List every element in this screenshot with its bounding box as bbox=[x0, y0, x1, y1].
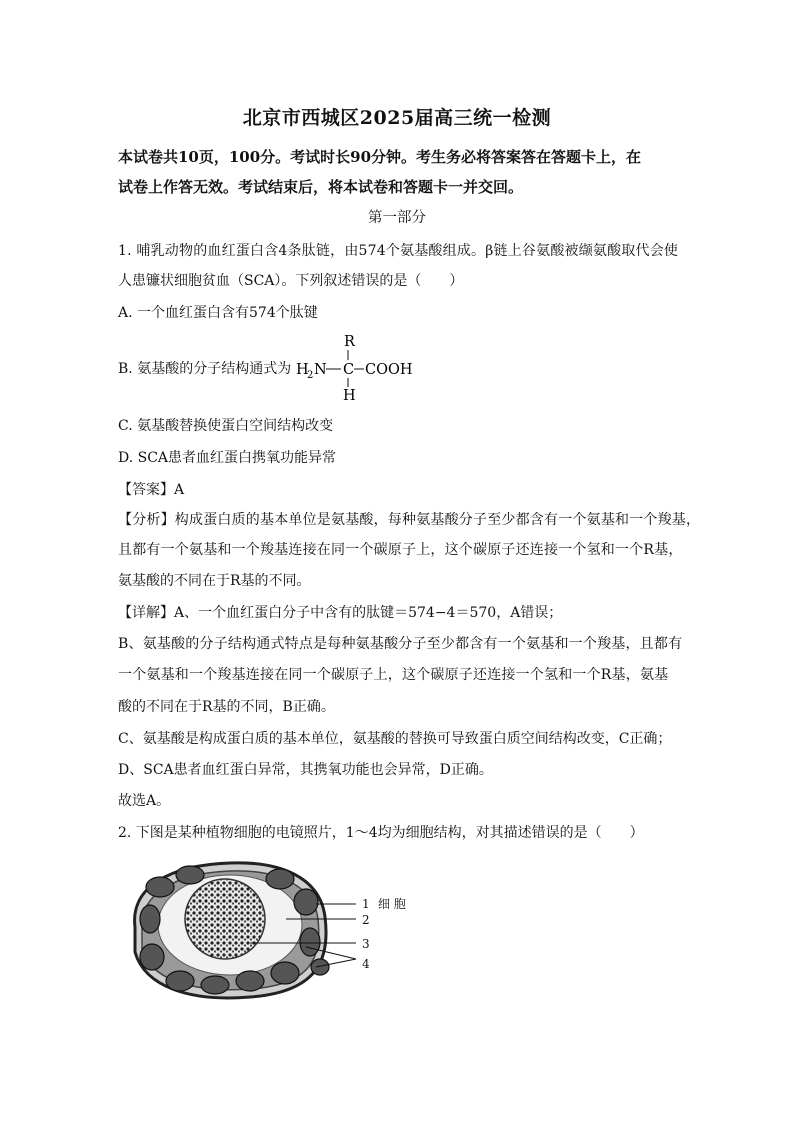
formula-h-bottom: H bbox=[343, 388, 356, 402]
q1-detail-line-1: 【详解】A、一个血红蛋白分子中含有的肽键＝574−4＝570，A错误； bbox=[118, 605, 563, 621]
q1-option-d: D. SCA患者血红蛋白携氧功能异常 bbox=[118, 450, 337, 466]
chloroplast bbox=[271, 962, 299, 984]
chloroplast bbox=[176, 866, 204, 884]
amino-acid-formula bbox=[296, 332, 436, 402]
q1-option-b-label: B. 氨基酸的分子结构通式为 bbox=[118, 361, 292, 377]
formula-sub2: 2 bbox=[307, 370, 314, 381]
figure-labels bbox=[362, 897, 406, 971]
q1-option-c: C. 氨基酸替换使蛋白空间结构改变 bbox=[118, 418, 334, 434]
part-heading: 第一部分 bbox=[368, 210, 426, 226]
figure-caption: 细 胞 bbox=[378, 897, 406, 911]
chloroplast bbox=[201, 976, 229, 994]
intro-line-1: 本试卷共10页，100分。考试时长90分钟。考生务必将答案答在答题卡上，在 bbox=[118, 148, 642, 166]
figure-label-2: 2 bbox=[362, 913, 370, 927]
q1-stem-line-1: 1. 哺乳动物的血红蛋白含4条肽链，由574个氨基酸组成。β链上谷氨酸被缬氨酸取代会使 bbox=[118, 243, 679, 259]
q1-option-a: A. 一个血红蛋白含有574个肽键 bbox=[118, 305, 318, 321]
q1-option-b bbox=[118, 332, 438, 402]
formula-n: N bbox=[314, 362, 327, 378]
formula-cooh: COOH bbox=[365, 362, 413, 378]
chloroplast bbox=[294, 889, 318, 915]
q1-answer: 【答案】A bbox=[118, 482, 185, 498]
chloroplast bbox=[266, 869, 294, 889]
q1-detail-line-2: B、氨基酸的分子结构通式特点是每种氨基酸分子至少都含有一个氨基和一个羧基，且都有 bbox=[118, 636, 683, 652]
chloroplast bbox=[140, 944, 164, 970]
q1-analysis-line-2: 且都有一个氨基和一个羧基连接在同一个碳原子上，这个碳原子还连接一个氢和一个R基， bbox=[118, 542, 683, 558]
page-title: 北京市西城区2025届高三统一检测 bbox=[242, 107, 552, 129]
q1-detail-line-3: 一个氨基和一个羧基连接在同一个碳原子上，这个碳原子还连接一个氢和一个R基，氨基 bbox=[118, 667, 669, 683]
q1-detail-line-6: D、SCA患者血红蛋白异常，其携氧功能也会异常，D正确。 bbox=[118, 762, 493, 778]
nucleus bbox=[185, 879, 265, 959]
formula-c: C bbox=[343, 362, 355, 378]
q1-detail-line-4: 酸的不同在于R基的不同，B正确。 bbox=[118, 699, 335, 715]
figure-label-1: 1 bbox=[362, 897, 370, 911]
figure-label-4: 4 bbox=[362, 957, 370, 971]
q1-detail-line-7: 故选A。 bbox=[118, 793, 171, 809]
figure-label-3: 3 bbox=[362, 937, 370, 951]
chloroplast bbox=[146, 877, 174, 897]
chloroplast bbox=[140, 905, 160, 933]
q2-stem: 2. 下图是某种植物细胞的电镜照片，1～4均为细胞结构，对其描述错误的是（ ） bbox=[118, 825, 644, 841]
chloroplast bbox=[311, 959, 329, 975]
chloroplast bbox=[236, 971, 264, 991]
q1-detail-line-5: C、氨基酸是构成蛋白质的基本单位，氨基酸的替换可导致蛋白质空间结构改变，C正确； bbox=[118, 731, 672, 747]
q1-analysis-line-1: 【分析】构成蛋白质的基本单位是氨基酸，每种氨基酸分子至少都含有一个氨基和一个羧基， bbox=[118, 512, 701, 528]
formula-h: H bbox=[296, 362, 309, 378]
cell-micrograph-figure bbox=[120, 857, 420, 1007]
formula-r: R bbox=[344, 334, 355, 350]
chloroplast bbox=[166, 971, 194, 991]
q1-analysis-line-3: 氨基酸的不同在于R基的不同。 bbox=[118, 573, 311, 589]
chloroplast bbox=[300, 928, 320, 956]
q1-stem-line-2: 人患镰状细胞贫血（SCA）。下列叙述错误的是（ ） bbox=[118, 273, 464, 289]
intro-line-2: 试卷上作答无效。考试结束后，将本试卷和答题卡一并交回。 bbox=[118, 178, 524, 196]
